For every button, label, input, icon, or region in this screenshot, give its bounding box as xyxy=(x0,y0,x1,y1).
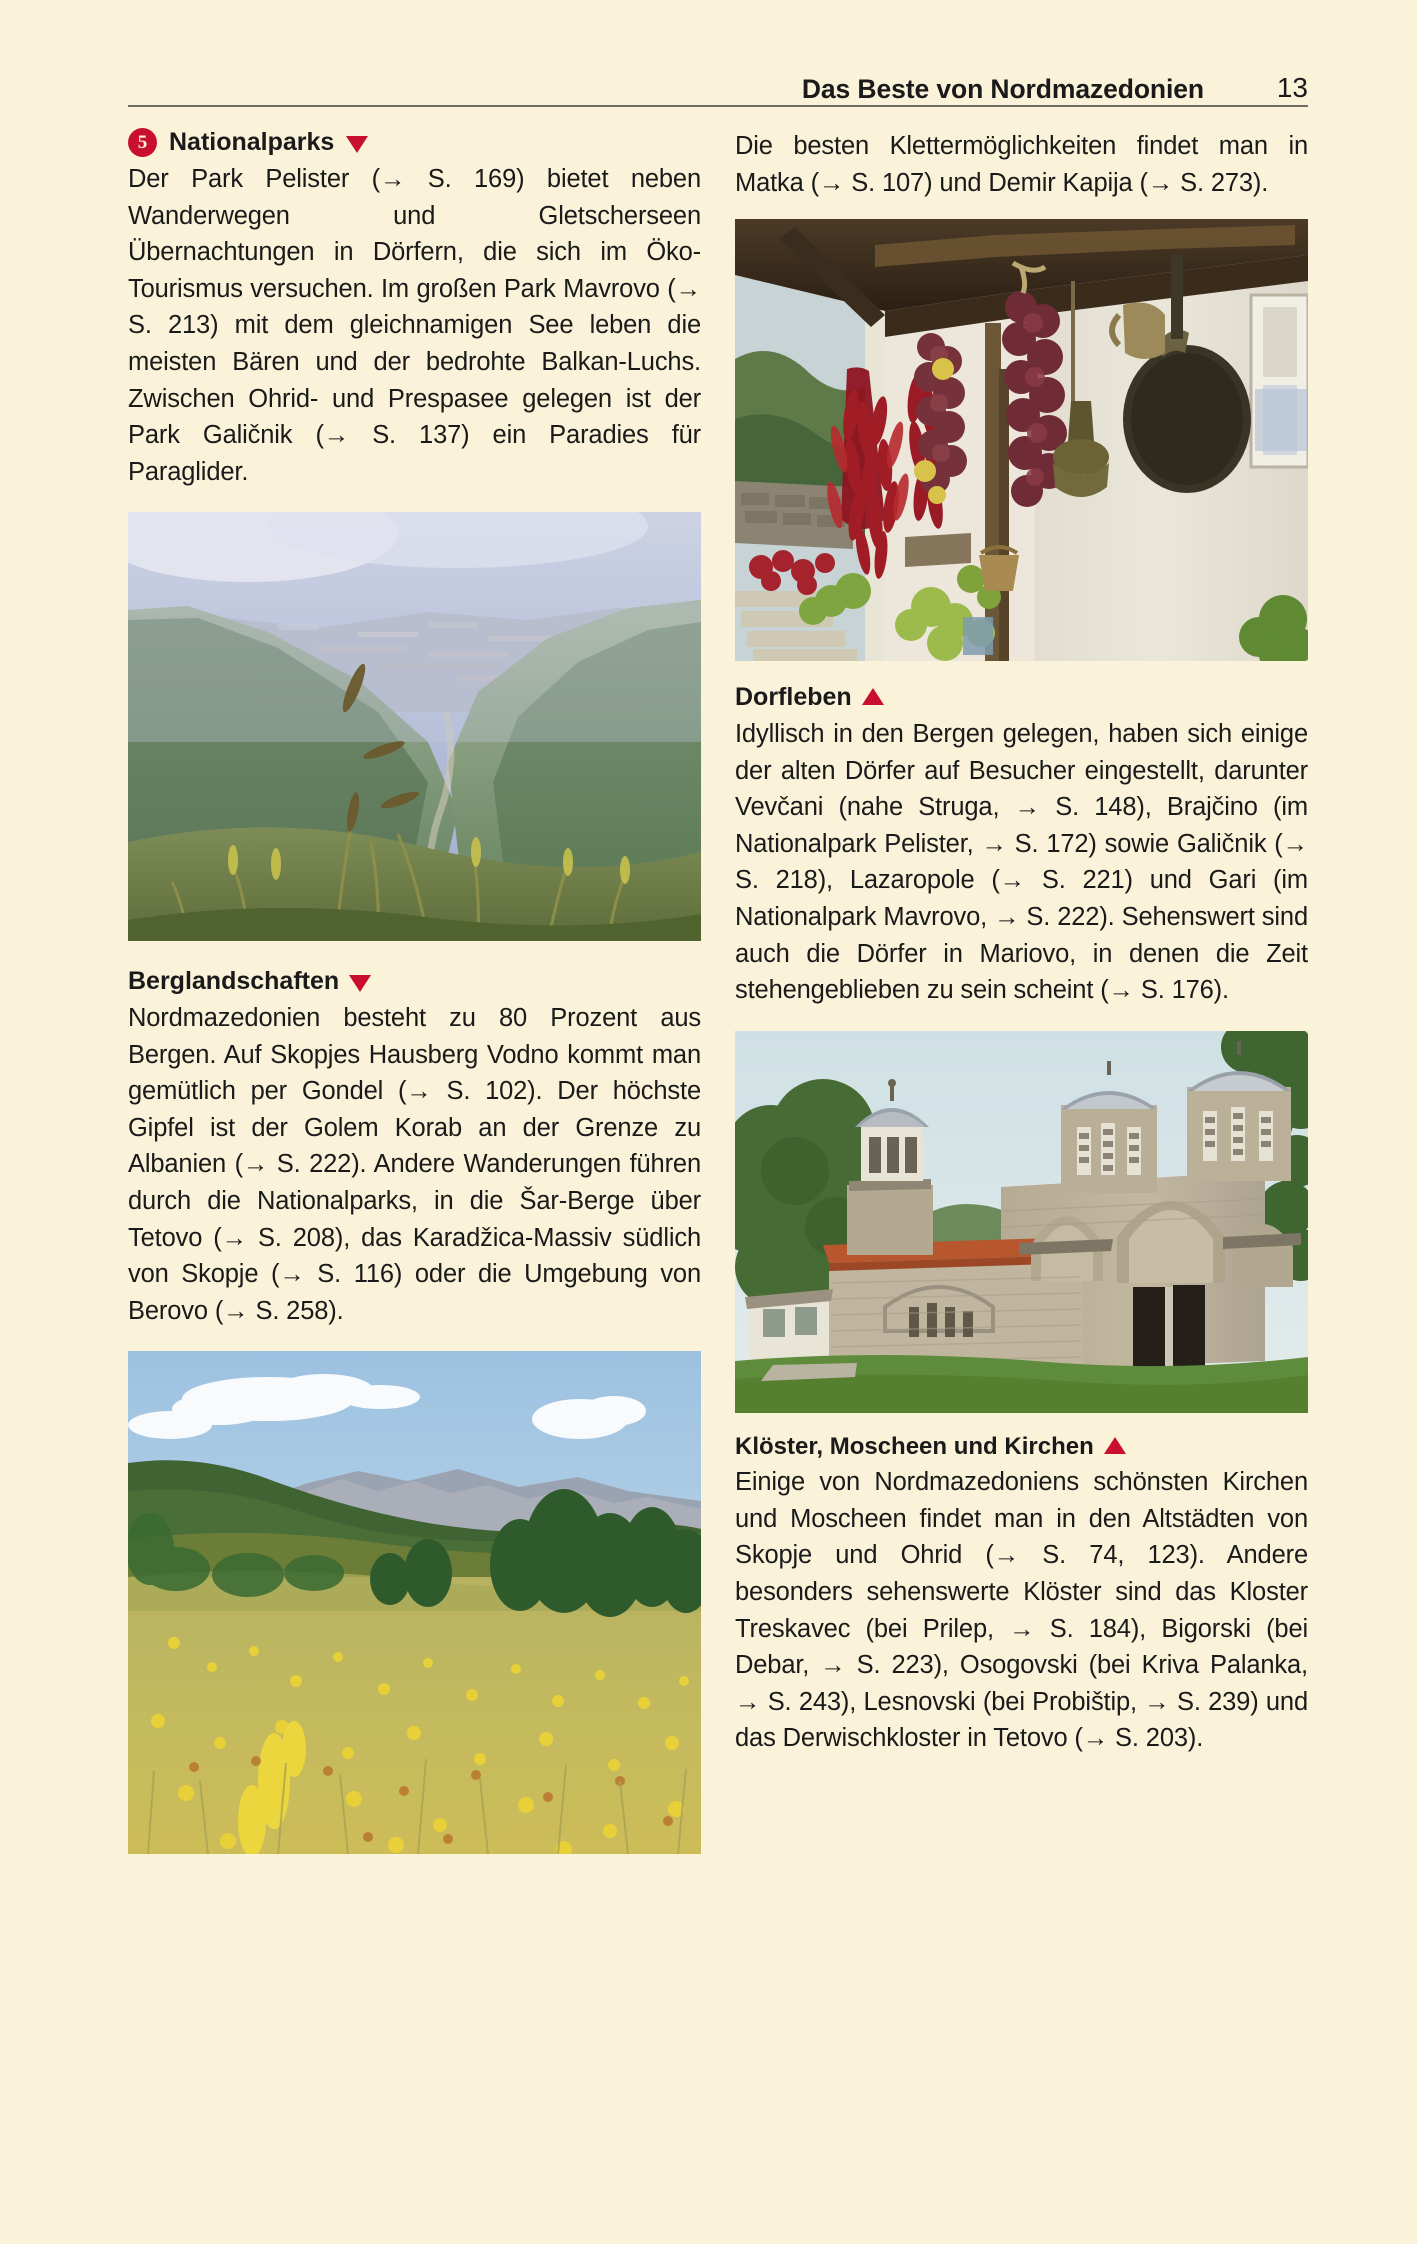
photo-monastery xyxy=(735,1031,1308,1413)
header-divider xyxy=(128,105,1308,107)
paragraph-dorfleben: Idyllisch in den Bergen gelegen, haben sich einige der alten Dörfer auf Besucher eingestellt, darunter Vevčani (nahe Struga, → S. 148), Brajčino (im Nationalpark Pelister, → S. 172) sowie Galičnik (→ S. 218), Lazaropole (→ S. 221) und Gari (im Nationalpark Mavrovo, → S. 222). Sehenswert sind auch die Dörfer in Mariovo, in denen die Zeit stehengeblieben zu sein scheint (→ S. 176). xyxy=(735,719,1308,1005)
heading-nationalparks xyxy=(128,128,701,157)
photo-village-house xyxy=(735,219,1308,661)
section-number-badge: 5 xyxy=(128,128,157,157)
page-number: 13 xyxy=(1276,72,1308,103)
photo-village-house-image xyxy=(735,219,1308,661)
right-column xyxy=(735,128,1308,1757)
photo-meadow xyxy=(128,1351,701,1854)
left-column xyxy=(128,128,701,1854)
heading-kloester xyxy=(735,1433,1308,1461)
heading-nationalparks-label: Nationalparks xyxy=(169,128,335,157)
triangle-up-icon xyxy=(862,688,884,705)
paragraph-nationalparks: Der Park Pelister (→ S. 169) bietet neben Wanderwegen und Gletscherseen Übernachtungen in Dörfern, die sich im Öko-Tourismus versuchen. Im großen Park Mavrovo (→ S. 213) mit dem gleichnamigen See leben die meisten Bären und der bedrohte Balkan-Luchs. Zwischen Ohrid- und Prespasee gelegen ist der Park Galičnik (→ S. 137) ein Paradies für Paraglider. xyxy=(128,165,701,486)
heading-kloester-label: Klöster, Moscheen und Kirchen xyxy=(735,1432,1094,1460)
triangle-down-icon xyxy=(346,136,368,153)
triangle-up-icon xyxy=(1104,1437,1126,1454)
photo-monastery-image xyxy=(735,1031,1308,1413)
running-head-title: Das Beste von Nordmazedonien xyxy=(801,73,1204,104)
paragraph-berglandschaften: Nordmazedonien besteht zu 80 Prozent aus Bergen. Auf Skopjes Hausberg Vodno kommt man gemütlich per Gondel (→ S. 102). Der höchste Gipfel ist der Golem Korab an der Grenze zu Albanien (→ S. 222). Andere Wanderungen führen durch die Nationalparks, in die Šar-Berge über Tetovo (→ S. 208), das Karadžica-Massiv südlich von Skopje (→ S. 116) oder die Umgebung von Berovo (→ S. 258). xyxy=(128,1004,701,1325)
heading-berglandschaften xyxy=(128,967,701,996)
triangle-down-icon xyxy=(349,975,371,992)
photo-valley-image xyxy=(128,512,701,941)
photo-meadow-image xyxy=(128,1351,701,1854)
heading-dorfleben-label: Dorfleben xyxy=(735,683,852,712)
heading-berglandschaften-label: Berglandschaften xyxy=(128,967,340,996)
paragraph-kloester: Einige von Nordmazedoniens schönsten Kirchen und Moscheen findet man in den Altstädten von Skopje und Ohrid (→ S. 74, 123). Andere besonders sehenswerte Klöster sind das Kloster Treskavec (bei Prilep, → S. 184), Bigorski (bei Debar, → S. 223), Osogovski (bei Kriva Palanka, → S. 243), Lesnovski (bei Probištip, → S. 239) und das Derwischkloster in Tetovo (→ S. 203). xyxy=(735,1468,1308,1753)
paragraph-klettern: Die besten Klettermöglichkeiten findet man in Matka (→ S. 107) und Demir Kapija (→ S. 273). xyxy=(735,132,1308,197)
running-head xyxy=(128,58,1308,102)
photo-valley xyxy=(128,512,701,941)
heading-dorfleben xyxy=(735,683,1308,712)
